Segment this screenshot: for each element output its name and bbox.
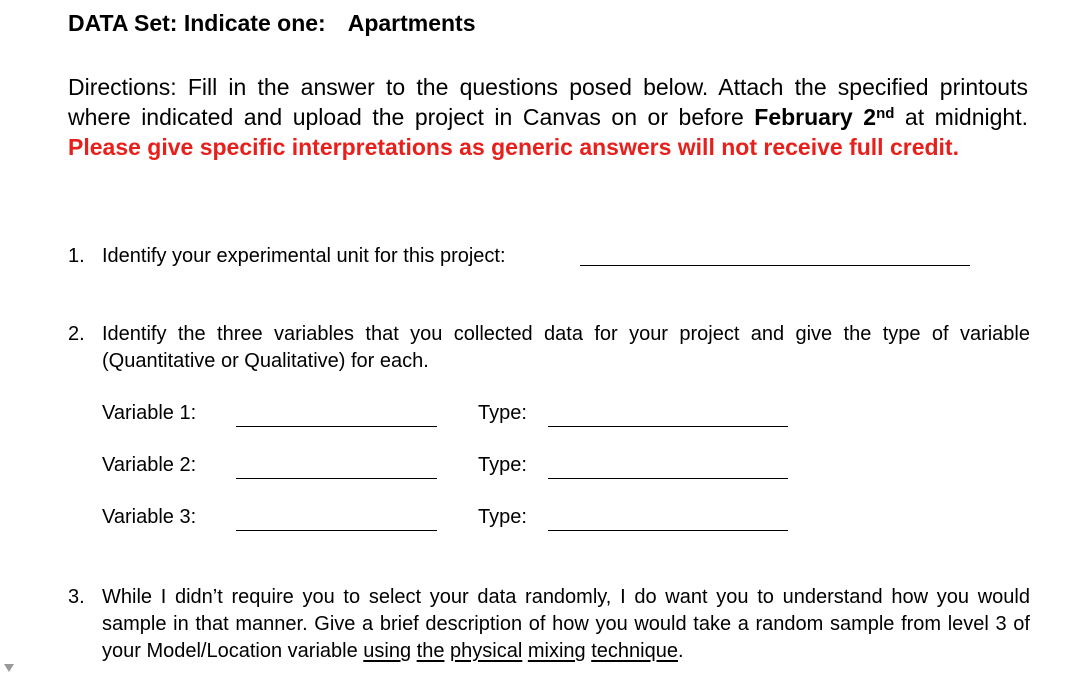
variable-3-label: Variable 3: [102,506,197,528]
variable-2-type-label: Type: [478,454,527,476]
underlined-word: using [363,640,412,662]
underlined-word: mixing [527,640,586,662]
collapse-triangle-icon[interactable] [4,664,14,672]
variable-1-type-label: Type: [478,402,527,424]
variable-1-label: Variable 1: [102,402,197,424]
variable-3-type-label: Type: [478,506,527,528]
dataset-label: DATA Set: Indicate one: [68,10,326,36]
due-time: at midnight. [894,104,1028,130]
variable-1-answer-line[interactable] [236,426,437,427]
directions-intro: Directions: Fill in the answer to the questions posed below. Attach the specified printouts where indicated and upload the project in Canvas on or before [68,74,1028,130]
experimental-unit-answer-line[interactable] [580,265,970,266]
question-3 [68,584,1030,665]
question-number: 2. [68,323,85,345]
variable-1-type-answer-line[interactable] [548,426,788,427]
underlined-word: the [416,640,445,662]
directions-paragraph [68,72,1028,162]
due-date: February 2nd [754,104,895,130]
question-text: Identify the three variables that you collected data for your project and give the type of variable (Quantitative or Qualitative) for each. [102,323,1030,372]
question-number: 1. [68,245,85,267]
variable-3-answer-line[interactable] [236,530,437,531]
underlined-word: technique [591,640,678,662]
due-date-suffix: nd [876,105,895,122]
variable-2-label: Variable 2: [102,454,197,476]
question-text: While I didn’t require you to select your data randomly, I do want you to understand how you would sample in that manner. Give a brief description of how you would take a random sample from level 3 of your Model/Location variable using the physical mixing technique. [102,586,1030,662]
variable-3-type-answer-line[interactable] [548,530,788,531]
underlined-word: physical [450,640,523,662]
dataset-heading [68,10,476,37]
variable-2-type-answer-line[interactable] [548,478,788,479]
credit-warning: Please give specific interpretations as generic answers will not receive full credit. [68,134,959,160]
question-2 [68,321,1030,375]
question-number: 3. [68,586,85,608]
dataset-value: Apartments [347,10,476,36]
variable-2-answer-line[interactable] [236,478,437,479]
question-text: Identify your experimental unit for this project: [102,245,506,267]
